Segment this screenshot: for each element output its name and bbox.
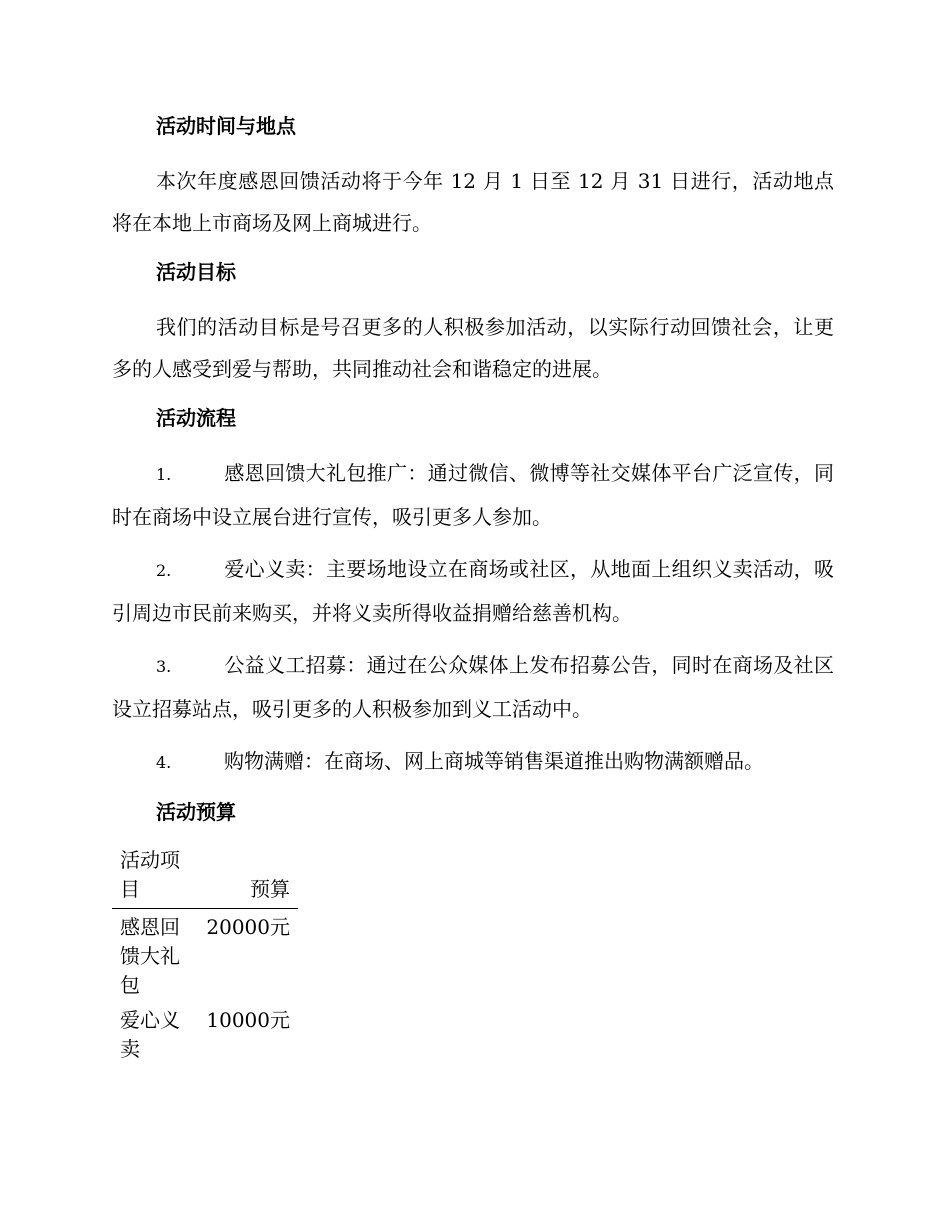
list-item-text: 爱心义卖：主要场地设立在商场或社区，从地面上组织义卖活动，吸引周边市民前来购买，并将义卖所得收益捐赠给慈善机构。 [112, 557, 834, 625]
budget-item-cell: 感恩回馈大礼包 [120, 915, 180, 997]
time-place-paragraph: 本次年度感恩回馈活动将于今年 12 月 1 日至 12 月 31 日进行，活动地点将在本地上市商场及网上商城进行。 [112, 169, 834, 235]
budget-amount-cell: 10000元 [206, 1008, 290, 1032]
list-item-number: 1. [156, 465, 172, 484]
list-item-text: 公益义工招募：通过在公众媒体上发布招募公告，同时在商场及社区设立招募站点，吸引更多的人积极参加到义工活动中。 [112, 653, 834, 721]
section-heading-process: 活动流程 [156, 406, 236, 430]
budget-item-cell: 爱心义卖 [120, 1008, 180, 1061]
budget-table-header-row [112, 846, 298, 909]
document-content [112, 108, 834, 1066]
list-item-text: 购物满赠：在商场、网上商城等销售渠道推出购物满额赠品。 [224, 749, 764, 773]
budget-table [112, 846, 298, 1066]
section-heading-budget: 活动预算 [156, 800, 236, 824]
budget-amount-cell: 20000元 [206, 915, 290, 939]
section-heading-goal: 活动目标 [156, 260, 236, 284]
section-heading-time-place: 活动时间与地点 [156, 114, 296, 138]
budget-header-item: 活动项目 [112, 846, 196, 909]
list-item-number: 3. [156, 657, 172, 676]
process-list-item [112, 740, 834, 784]
list-item-number: 2. [156, 561, 172, 580]
goal-paragraph: 我们的活动目标是号召更多的人积极参加活动，以实际行动回馈社会，让更多的人感受到爱与帮助，共同推动社会和谐稳定的进展。 [112, 315, 834, 381]
process-list-item [112, 452, 834, 538]
list-item-text: 感恩回馈大礼包推广：通过微信、微博等社交媒体平台广泛宣传，同时在商场中设立展台进行宣传，吸引更多人参加。 [112, 461, 834, 529]
table-row [112, 909, 298, 1003]
budget-header-amount: 预算 [196, 846, 298, 909]
table-row [112, 1002, 298, 1066]
process-list-item [112, 644, 834, 730]
process-list-item [112, 548, 834, 634]
list-item-number: 4. [156, 753, 172, 772]
